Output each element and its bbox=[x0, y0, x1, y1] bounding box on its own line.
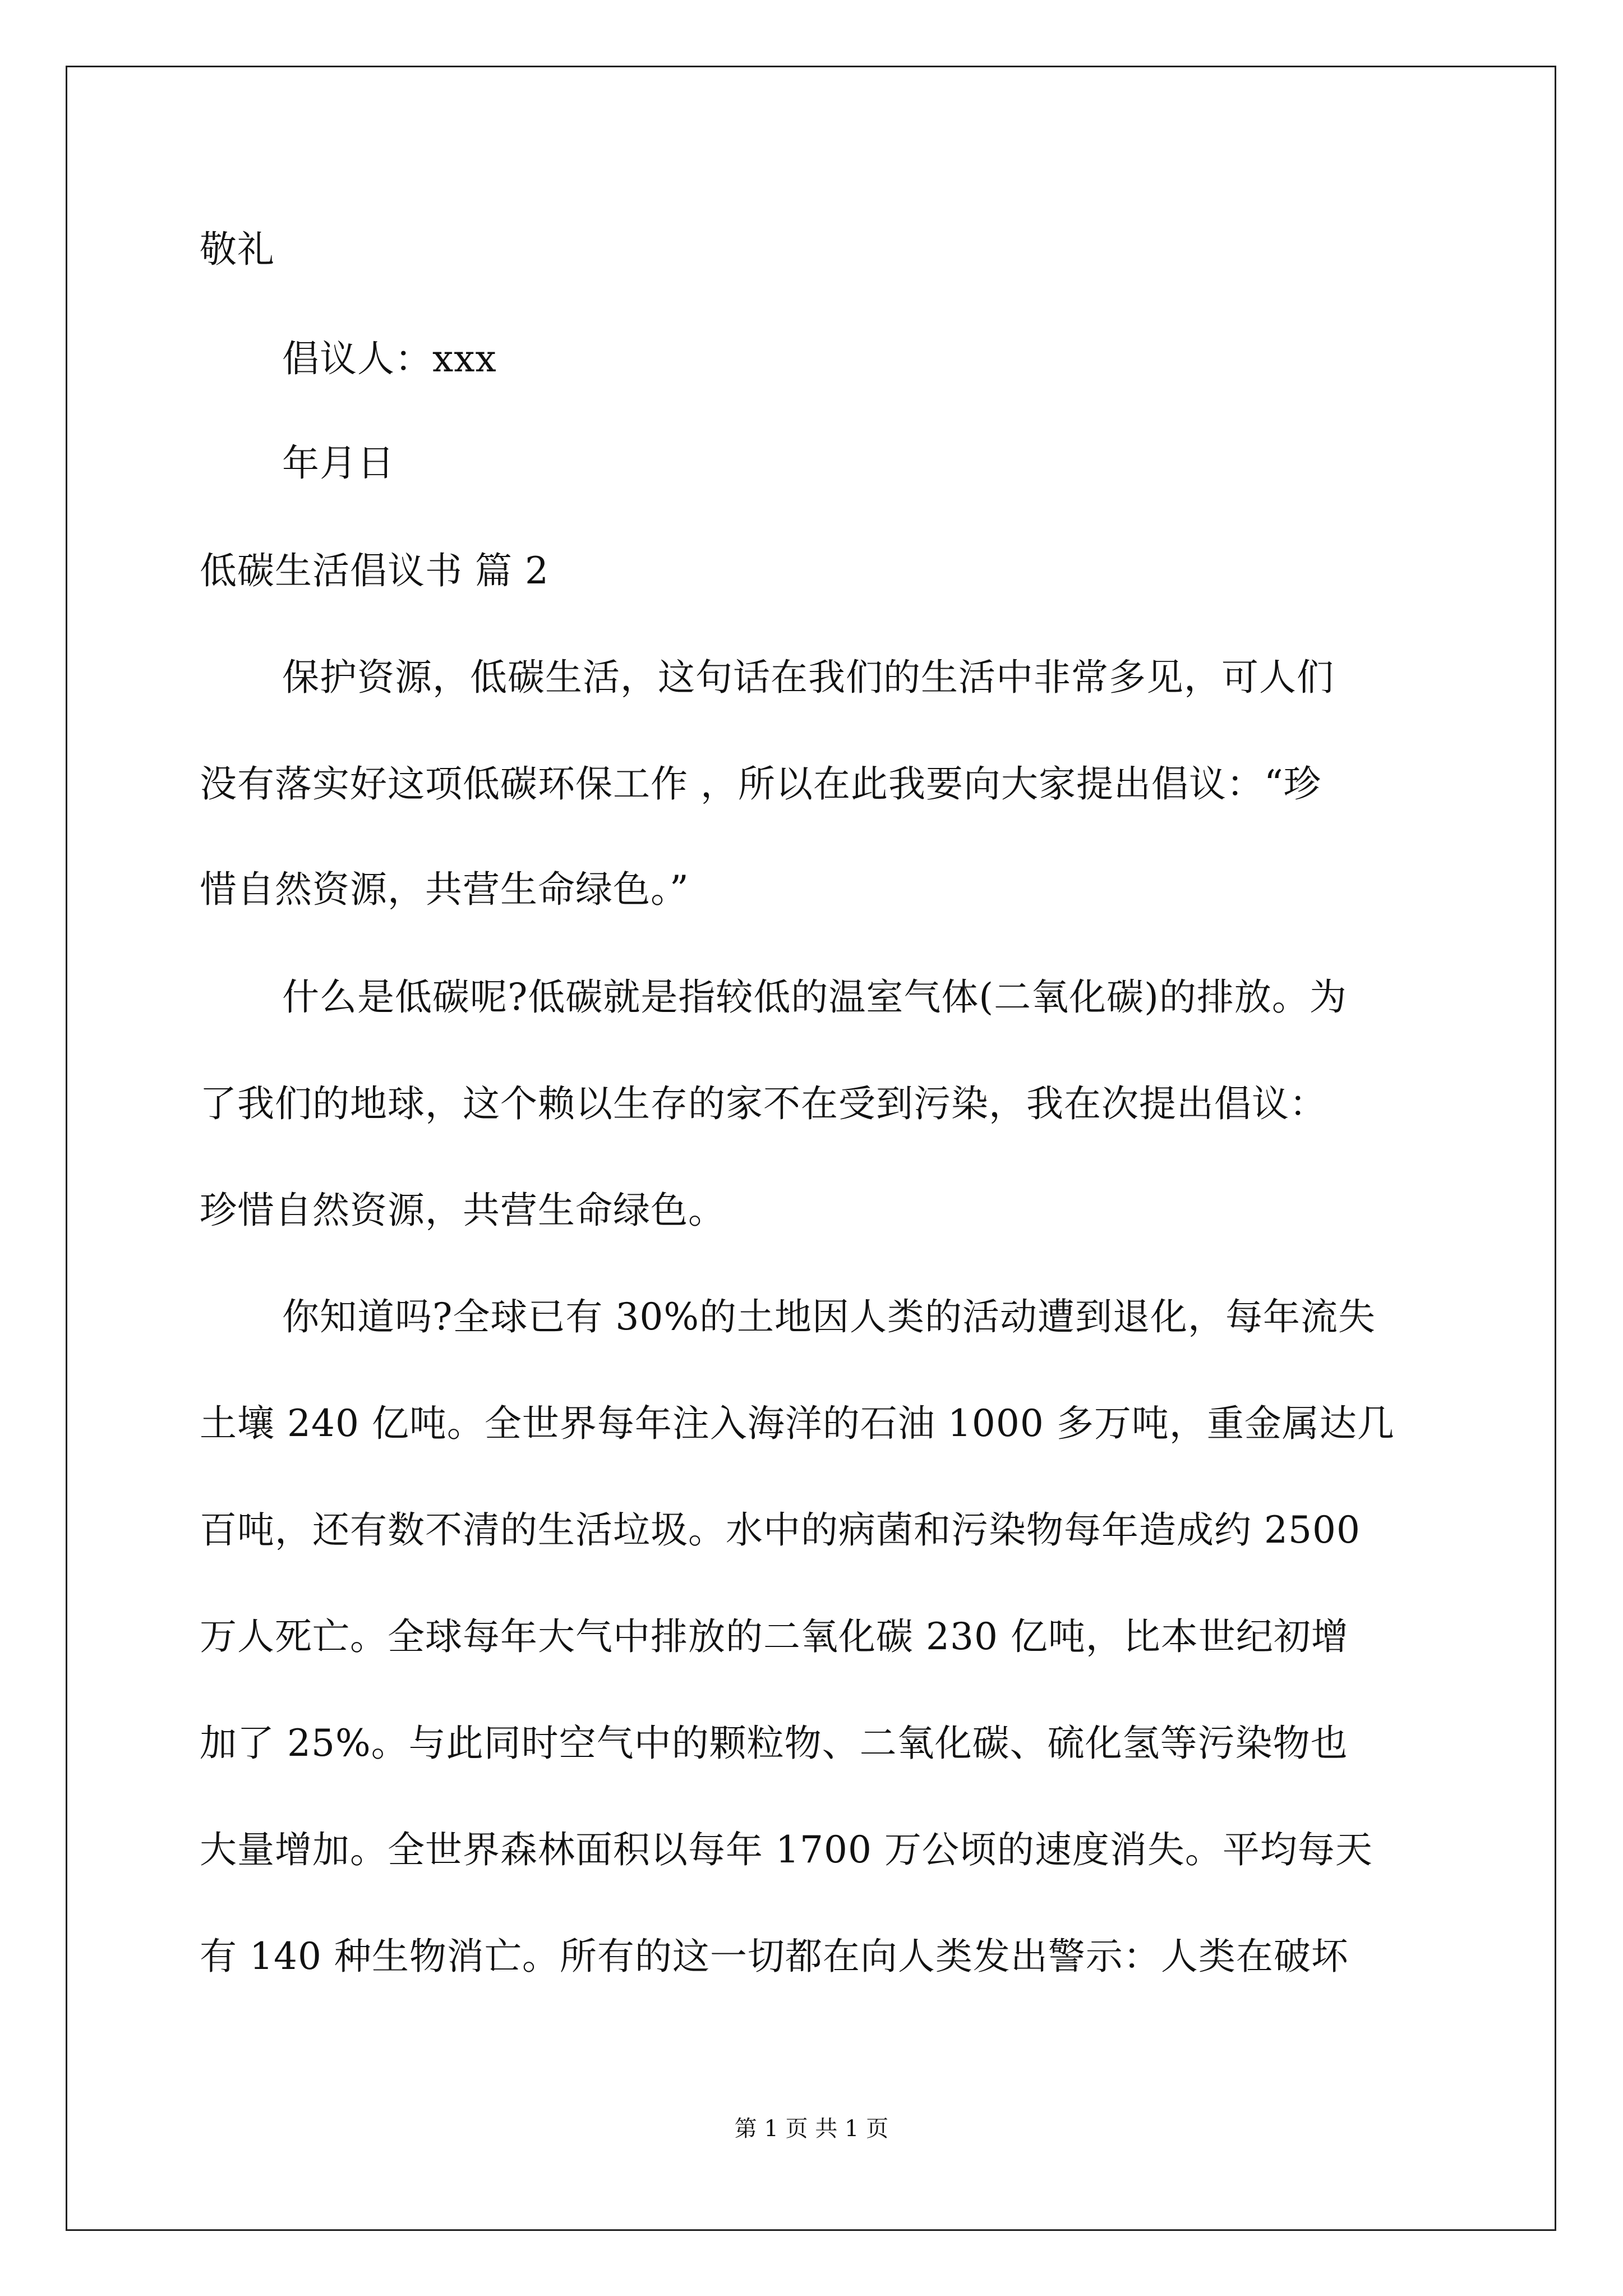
date-line: 年月日 bbox=[282, 441, 395, 485]
paragraph-line: 你知道吗?全球已有 30%的土地因人类的活动遭到退化，每年流失 bbox=[282, 1295, 1376, 1338]
paragraph-line: 加了 25%。与此同时空气中的颗粒物、二氧化碳、硫化氢等污染物也 bbox=[200, 1722, 1348, 1765]
section-heading: 低碳生活倡议书 篇 2 bbox=[200, 549, 549, 592]
paragraph-line: 百吨，还有数不清的生活垃圾。水中的病菌和污染物每年造成约 2500 bbox=[200, 1508, 1361, 1552]
paragraph-line: 什么是低碳呢?低碳就是指较低的温室气体(二氧化碳)的排放。为 bbox=[282, 976, 1347, 1019]
paragraph-line: 了我们的地球，这个赖以生存的家不在受到污染，我在次提出倡议： bbox=[200, 1082, 1327, 1125]
proposer-line: 倡议人：xxx bbox=[282, 337, 497, 380]
page-footer: 第 1 页 共 1 页 bbox=[734, 2116, 889, 2142]
paragraph-line: 珍惜自然资源，共营生命绿色。 bbox=[200, 1189, 726, 1232]
paragraph-line: 土壤 240 亿吨。全世界每年注入海洋的石油 1000 多万吨，重金属达几 bbox=[200, 1402, 1395, 1445]
paragraph-line: 惜自然资源，共营生命绿色。” bbox=[200, 868, 689, 911]
paragraph-line: 大量增加。全世界森林面积以每年 1700 万公顷的速度消失。平均每天 bbox=[200, 1828, 1373, 1871]
paragraph-line: 万人死亡。全球每年大气中排放的二氧化碳 230 亿吨，比本世纪初增 bbox=[200, 1615, 1349, 1658]
paragraph-line: 有 140 种生物消亡。所有的这一切都在向人类发出警示：人类在破坏 bbox=[200, 1935, 1349, 1978]
closing-salutation: 敬礼 bbox=[200, 228, 275, 271]
paragraph-line: 保护资源，低碳生活，这句话在我们的生活中非常多见，可人们 bbox=[282, 656, 1334, 699]
page-border bbox=[66, 66, 1556, 2231]
paragraph-line: 没有落实好这项低碳环保工作 ，所以在此我要向大家提出倡议：“珍 bbox=[200, 762, 1321, 806]
